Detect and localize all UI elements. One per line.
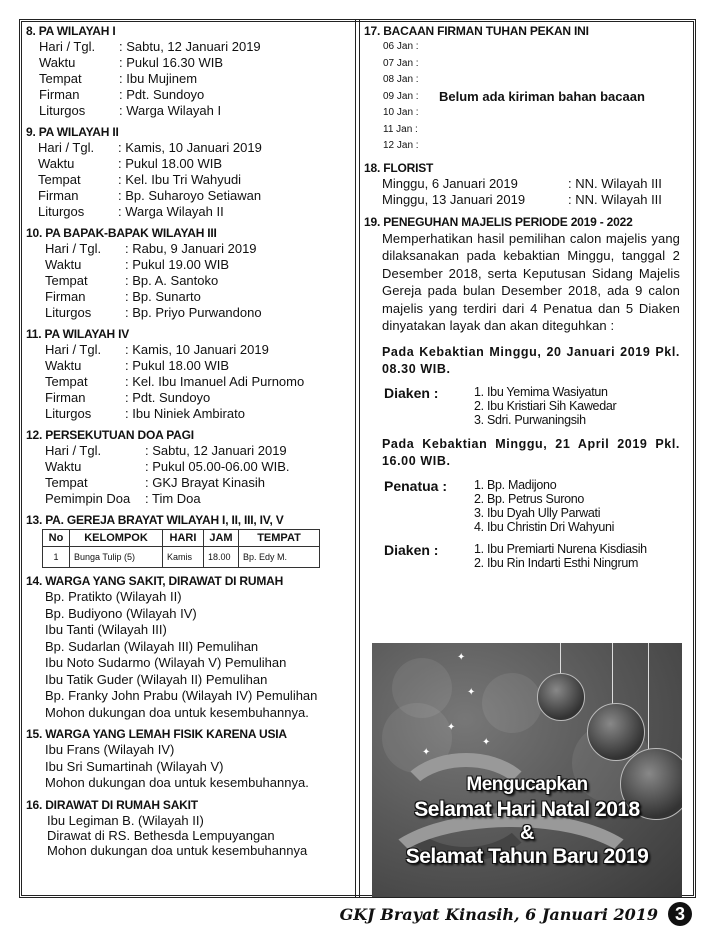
col-header-hari: HARI	[163, 530, 204, 547]
details-list	[45, 241, 352, 321]
bokeh-decoration	[482, 673, 542, 733]
label-tempat: Tempat	[45, 273, 88, 288]
label-hari: Hari / Tgl.	[45, 241, 102, 256]
details-list	[45, 342, 352, 422]
section-title: 9. PA WILAYAH II	[26, 125, 119, 139]
section-title: 13. PA. GEREJA BRAYAT WILAYAH I, II, III, IV, V	[26, 513, 284, 527]
label-liturgos: Liturgos	[45, 406, 92, 421]
pa-schedule-table	[42, 529, 320, 568]
value-hari: : Rabu, 9 Januari 2019	[125, 241, 257, 256]
list-item: Ibu Noto Sudarmo (Wilayah V) Pemulihan	[45, 655, 287, 670]
list-item: Mohon dukungan doa untuk kesembuhannya.	[45, 704, 309, 720]
sparkle-icon: ✦	[467, 687, 476, 698]
sparkle-icon: ✦	[482, 737, 491, 748]
section-bacaan	[364, 24, 684, 155]
greeting-line-4: Selamat Tahun Baru 2019	[405, 845, 649, 868]
value-tempat: : Kel. Ibu Tri Wahyudi	[118, 172, 242, 187]
section-pa-wilayah-4	[26, 327, 352, 422]
cell-hari: Kamis	[163, 547, 204, 568]
list-item: 4. Ibu Christin Dri Wahyuni	[474, 519, 615, 534]
cell-kelompok: Bunga Tulip (5)	[70, 547, 163, 568]
list-item: 1. Bp. Madijono	[474, 477, 557, 492]
florist-list	[382, 176, 684, 209]
reading-date: 06 Jan :	[383, 41, 419, 52]
label-waktu: Waktu	[45, 459, 82, 474]
list-item: Ibu Frans (Wilayah IV)	[45, 742, 175, 757]
cell-jam: 18.00	[204, 547, 239, 568]
table-header-row	[43, 530, 320, 547]
value-firman: : Pdt. Sundoyo	[119, 87, 205, 102]
label-tempat: Tempat	[45, 475, 88, 490]
reading-date: 09 Jan :	[383, 90, 419, 102]
role-label: Diaken :	[384, 541, 439, 558]
label-liturgos: Liturgos	[45, 305, 92, 320]
details-list	[38, 140, 352, 220]
section-title: 17. BACAAN FIRMAN TUHAN PEKAN INI	[364, 24, 589, 38]
list-item: 3. Ibu Dyah Ully Parwati	[474, 505, 601, 520]
column-divider	[355, 20, 360, 898]
label-hari: Hari / Tgl.	[38, 140, 95, 155]
details-list	[45, 443, 352, 507]
section-florist	[364, 161, 684, 209]
label-hari: Hari / Tgl.	[39, 39, 96, 54]
label-tempat: Tempat	[45, 374, 88, 389]
value-firman: : Bp. Suharoyo Setiawan	[118, 188, 262, 203]
ornament-string	[648, 643, 649, 753]
value-tempat: : GKJ Brayat Kinasih	[145, 475, 265, 490]
section-title: 10. PA BAPAK-BAPAK WILAYAH III	[26, 226, 217, 240]
list-item: 1. Ibu Yemima Wasiyatun	[474, 384, 608, 399]
label-hari: Hari / Tgl.	[45, 443, 102, 458]
label-firman: Firman	[45, 289, 86, 304]
section-title: 14. WARGA YANG SAKIT, DIRAWAT DI RUMAH	[26, 574, 284, 588]
names-list	[474, 542, 684, 570]
value-liturgos: : Ibu Niniek Ambirato	[125, 406, 245, 421]
sparkle-icon: ✦	[422, 747, 431, 758]
list-item: Bp. Pratikto (Wilayah II)	[45, 589, 182, 604]
label-waktu: Waktu	[39, 55, 76, 70]
list-item: Bp. Budiyono (Wilayah IV)	[45, 605, 197, 621]
names-list	[474, 478, 684, 534]
cell-no: 1	[43, 547, 70, 568]
greeting-line-3: &	[520, 822, 534, 844]
sparkle-icon: ✦	[457, 652, 466, 663]
service-2-heading: Pada Kebaktian Minggu, 21 April 2019 Pkl. 16.00 WIB.	[382, 436, 680, 468]
list-item: Bp. Sudarlan (Wilayah III) Pemulihan	[45, 638, 259, 654]
reading-date: 07 Jan :	[383, 57, 419, 69]
list-item: 3. Sdri. Purwaningsih	[474, 412, 586, 427]
list-item: Ibu Sri Sumartinah (Wilayah V)	[45, 758, 224, 774]
section-doa-pagi	[26, 428, 352, 507]
section-sakit-rumah	[26, 574, 352, 721]
greeting-line-1: Mengucapkan	[466, 774, 588, 795]
readings-note: Belum ada kiriman bahan bacaan	[439, 89, 645, 105]
value-firman: : Bp. Sunarto	[125, 289, 201, 304]
florist-who: : NN. Wilayah III	[568, 175, 662, 191]
cell-tempat: Bp. Edy M.	[239, 547, 320, 568]
role-label: Penatua :	[384, 477, 448, 494]
value-hari: : Kamis, 10 Januari 2019	[118, 140, 262, 155]
left-column	[26, 24, 352, 864]
florist-who: : NN. Wilayah III	[568, 192, 662, 207]
value-waktu: : Pukul 18.00 WIB	[118, 156, 223, 171]
sick-list	[45, 589, 352, 721]
readings-block	[383, 39, 684, 155]
value-pemimpin: : Tim Doa	[145, 491, 201, 506]
section-pa-gereja	[26, 513, 352, 568]
col-header-tempat: TEMPAT	[239, 530, 320, 547]
value-tempat: : Ibu Mujinem	[119, 71, 198, 86]
florist-date: Minggu, 6 Januari 2019	[382, 175, 518, 191]
greeting-line-2: Selamat Hari Natal 2018	[414, 798, 640, 821]
value-liturgos: : Warga Wilayah II	[118, 204, 224, 219]
label-tempat: Tempat	[39, 71, 82, 86]
value-liturgos: : Warga Wilayah I	[119, 103, 222, 118]
list-item: Ibu Legiman B. (Wilayah II)	[47, 812, 204, 828]
section-pa-wilayah-1	[26, 24, 352, 119]
service-2-penatua	[384, 478, 684, 534]
elderly-list	[45, 742, 352, 792]
label-tempat: Tempat	[38, 172, 81, 187]
label-liturgos: Liturgos	[39, 103, 86, 118]
list-item: 1. Ibu Premiarti Nurena Kisdiasih	[474, 541, 647, 556]
section-pa-bapak-wilayah-3	[26, 226, 352, 321]
value-waktu: : Pukul 18.00 WIB	[125, 358, 230, 373]
list-item: Bp. Franky John Prabu (Wilayah IV) Pemulihan	[45, 688, 318, 703]
details-list	[39, 39, 352, 119]
col-header-jam: JAM	[204, 530, 239, 547]
label-liturgos: Liturgos	[38, 204, 85, 219]
section-title: 11. PA WILAYAH IV	[26, 327, 130, 341]
list-item: Mohon dukungan doa untuk kesembuhannya.	[45, 775, 309, 790]
label-waktu: Waktu	[45, 358, 82, 373]
list-item: 2. Ibu Rin Indarti Esthi Ningrum	[474, 555, 639, 570]
section-rumah-sakit	[26, 798, 352, 858]
christmas-greeting-image	[372, 643, 682, 897]
list-item: Mohon dukungan doa untuk kesembuhannya	[47, 842, 308, 858]
value-tempat: : Bp. A. Santoko	[125, 273, 219, 288]
greeting-text-block	[372, 773, 682, 869]
table-row	[43, 547, 320, 568]
section-lemah-usia	[26, 727, 352, 792]
section-title: 8. PA WILAYAH I	[26, 24, 116, 38]
section-peneguhan	[364, 215, 684, 570]
reading-date: 12 Jan :	[383, 140, 419, 151]
section-title: 16. DIRAWAT DI RUMAH SAKIT	[26, 797, 198, 812]
peneguhan-intro: Memperhatikan hasil pemilihan calon majelis yang dilaksanakan pada kebaktian Minggu, tanggal 2 Desember 2018, serta Keputusan Sidang Majelis Gereja pada bulan Desember 2018, ada 9 calon majelis yang terdiri dari 4 Penatua dan 5 Diaken dinyatakan layak dan akan diteguhkan :	[382, 230, 680, 333]
col-header-no: No	[43, 530, 70, 547]
value-firman: : Pdt. Sundoyo	[125, 390, 211, 405]
reading-date: 10 Jan :	[383, 107, 419, 118]
ornament-ball-icon	[537, 673, 585, 721]
section-pa-wilayah-2	[26, 125, 352, 220]
value-tempat: : Kel. Ibu Imanuel Adi Purnomo	[125, 374, 305, 389]
service-1-diaken	[384, 385, 684, 427]
service-1-heading: Pada Kebaktian Minggu, 20 Januari 2019 Pkl. 08.30 WIB.	[382, 344, 680, 376]
value-waktu: : Pukul 16.30 WIB	[119, 55, 224, 70]
page-number: 3	[668, 902, 692, 926]
value-liturgos: : Bp. Priyo Purwandono	[125, 305, 262, 320]
section-title: 18. FLORIST	[364, 160, 434, 175]
section-title: 12. PERSEKUTUAN DOA PAGI	[26, 428, 194, 442]
col-header-kelompok: KELOMPOK	[70, 530, 163, 547]
label-firman: Firman	[38, 188, 79, 203]
value-waktu: : Pukul 05.00-06.00 WIB.	[145, 459, 290, 474]
label-pemimpin: Pemimpin Doa	[45, 491, 131, 506]
hospital-list	[47, 813, 352, 858]
value-hari: : Sabtu, 12 Januari 2019	[145, 443, 287, 458]
list-item: Ibu Tatik Guder (Wilayah II) Pemulihan	[45, 671, 268, 687]
value-hari: : Sabtu, 12 Januari 2019	[119, 39, 261, 54]
list-item: 2. Ibu Kristiari Sih Kawedar	[474, 398, 617, 413]
label-hari: Hari / Tgl.	[45, 342, 102, 357]
list-item: Ibu Tanti (Wilayah III)	[45, 622, 167, 637]
list-item: Dirawat di RS. Bethesda Lempuyangan	[47, 827, 275, 843]
section-title: 15. WARGA YANG LEMAH FISIK KARENA USIA	[26, 727, 287, 741]
reading-date: 08 Jan :	[383, 74, 419, 85]
service-2-diaken	[384, 542, 684, 570]
value-waktu: : Pukul 19.00 WIB	[125, 257, 230, 272]
right-column	[364, 24, 684, 576]
footer-text: GKJ Brayat Kinasih, 6 Januari 2019	[339, 905, 658, 924]
sparkle-icon: ✦	[447, 722, 456, 733]
role-label: Diaken :	[384, 384, 439, 401]
florist-date: Minggu, 13 Januari 2019	[382, 192, 526, 207]
list-item: 2. Bp. Petrus Surono	[474, 491, 585, 506]
ornament-string	[612, 643, 613, 708]
readings-list	[383, 39, 435, 155]
names-list	[474, 385, 684, 427]
label-firman: Firman	[39, 87, 80, 102]
section-title: 19. PENEGUHAN MAJELIS PERIODE 2019 - 2022	[364, 214, 633, 229]
label-firman: Firman	[45, 390, 86, 405]
value-hari: : Kamis, 10 Januari 2019	[125, 342, 269, 357]
label-waktu: Waktu	[45, 257, 82, 272]
label-waktu: Waktu	[38, 156, 75, 171]
reading-date: 11 Jan :	[383, 123, 418, 135]
